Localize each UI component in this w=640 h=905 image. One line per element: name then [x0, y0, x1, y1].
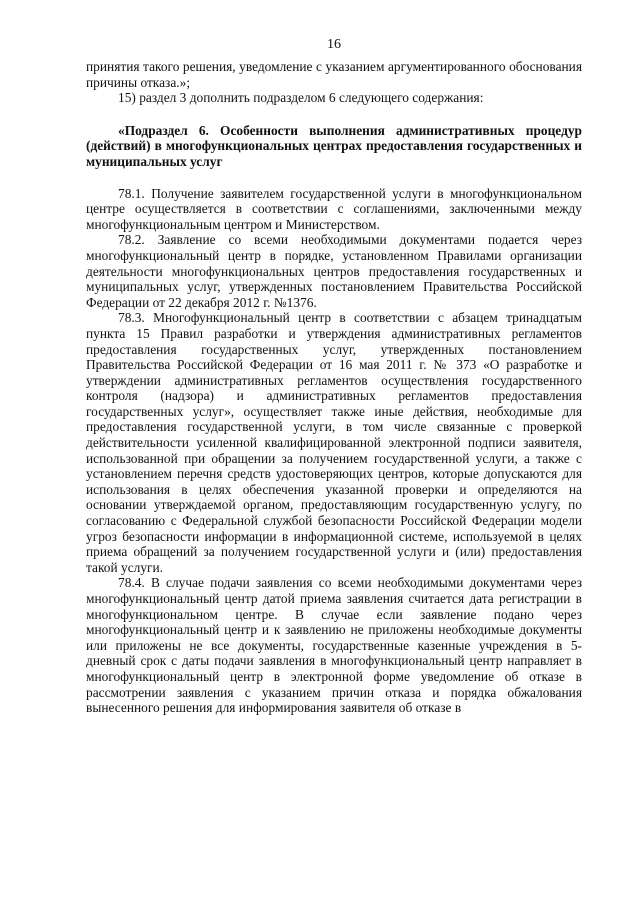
subsection-heading: «Подраздел 6. Особенности выполнения административных процедур (действий) в многофункциональных центрах предоставления государственных и муниципальных услуг	[86, 122, 582, 169]
paragraph-78-4: 78.4. В случае подачи заявления со всеми необходимыми документами через многофункциональный центр датой приема заявления считается дата регистрации в многофункциональном центре. В случае если заявление подано через многофункциональный центр и к заявлению не приложены необходимые документы или приложены не все документы, государственные казенные учреждения в 5-дневный срок с даты подачи заявления в многофункциональный центр направляет в многофункциональный центр в электронной форме уведомление об отказе в рассмотрении заявления с указанием причин отказа и порядка обжалования вынесенного решения для информирования заявителя об отказе в	[86, 575, 582, 716]
paragraph-amendment-15: 15) раздел 3 дополнить подразделом 6 следующего содержания:	[118, 90, 484, 106]
document-page	[86, 36, 582, 716]
paragraph-78-1: 78.1. Получение заявителем государственной услуги в многофункциональном центре осуществляется в соответствии с соглашениями, заключенными между многофункциональным центром и Министерством.	[86, 185, 582, 232]
paragraph-78-2: 78.2. Заявление со всеми необходимыми документами подается через многофункциональный центр в порядке, установленном Правилами организации деятельности многофункциональных центров предоставления государственных и муниципальных услуг, утвержденных постановлением Правительства Российской Федерации от 22 декабря 2012 г. №1376.	[86, 232, 582, 310]
paragraph-78-3: 78.3. Многофункциональный центр в соответствии с абзацем тринадцатым пункта 15 Правил разработки и утверждения административных регламентов предоставления государственных услуг, утвержденных постановлением Правительства Российской Федерации от 16 мая 2011 г. № 373 «О разработке и утверждении административных регламентов осуществления государственного контроля (надзора) и административных регламентов предоставления государственных услуг», осуществляет также иные действия, необходимые для предоставления государственной услуги, в том числе связанные с проверкой действительности усиленной квалифицированной электронной подписи заявителя, использованной при обращении за получением государственной услуги, а также с установлением перечня средств удостоверяющих центров, которые допускаются для использования в целях обеспечения указанной проверки и определяются на основании утверждаемой органом, предоставляющим государственную услугу, по согласованию с Федеральной службой безопасности Российской Федерации модели угроз безопасности информации в информационной системе, используемой в целях приема обращений за получением государственной услуги и (или) предоставления такой услуги.	[86, 310, 582, 575]
paragraph-continuation: принятия такого решения, уведомление с указанием аргументированного обоснования причины отказа.»;	[86, 59, 582, 90]
page-number: 16	[327, 37, 341, 52]
